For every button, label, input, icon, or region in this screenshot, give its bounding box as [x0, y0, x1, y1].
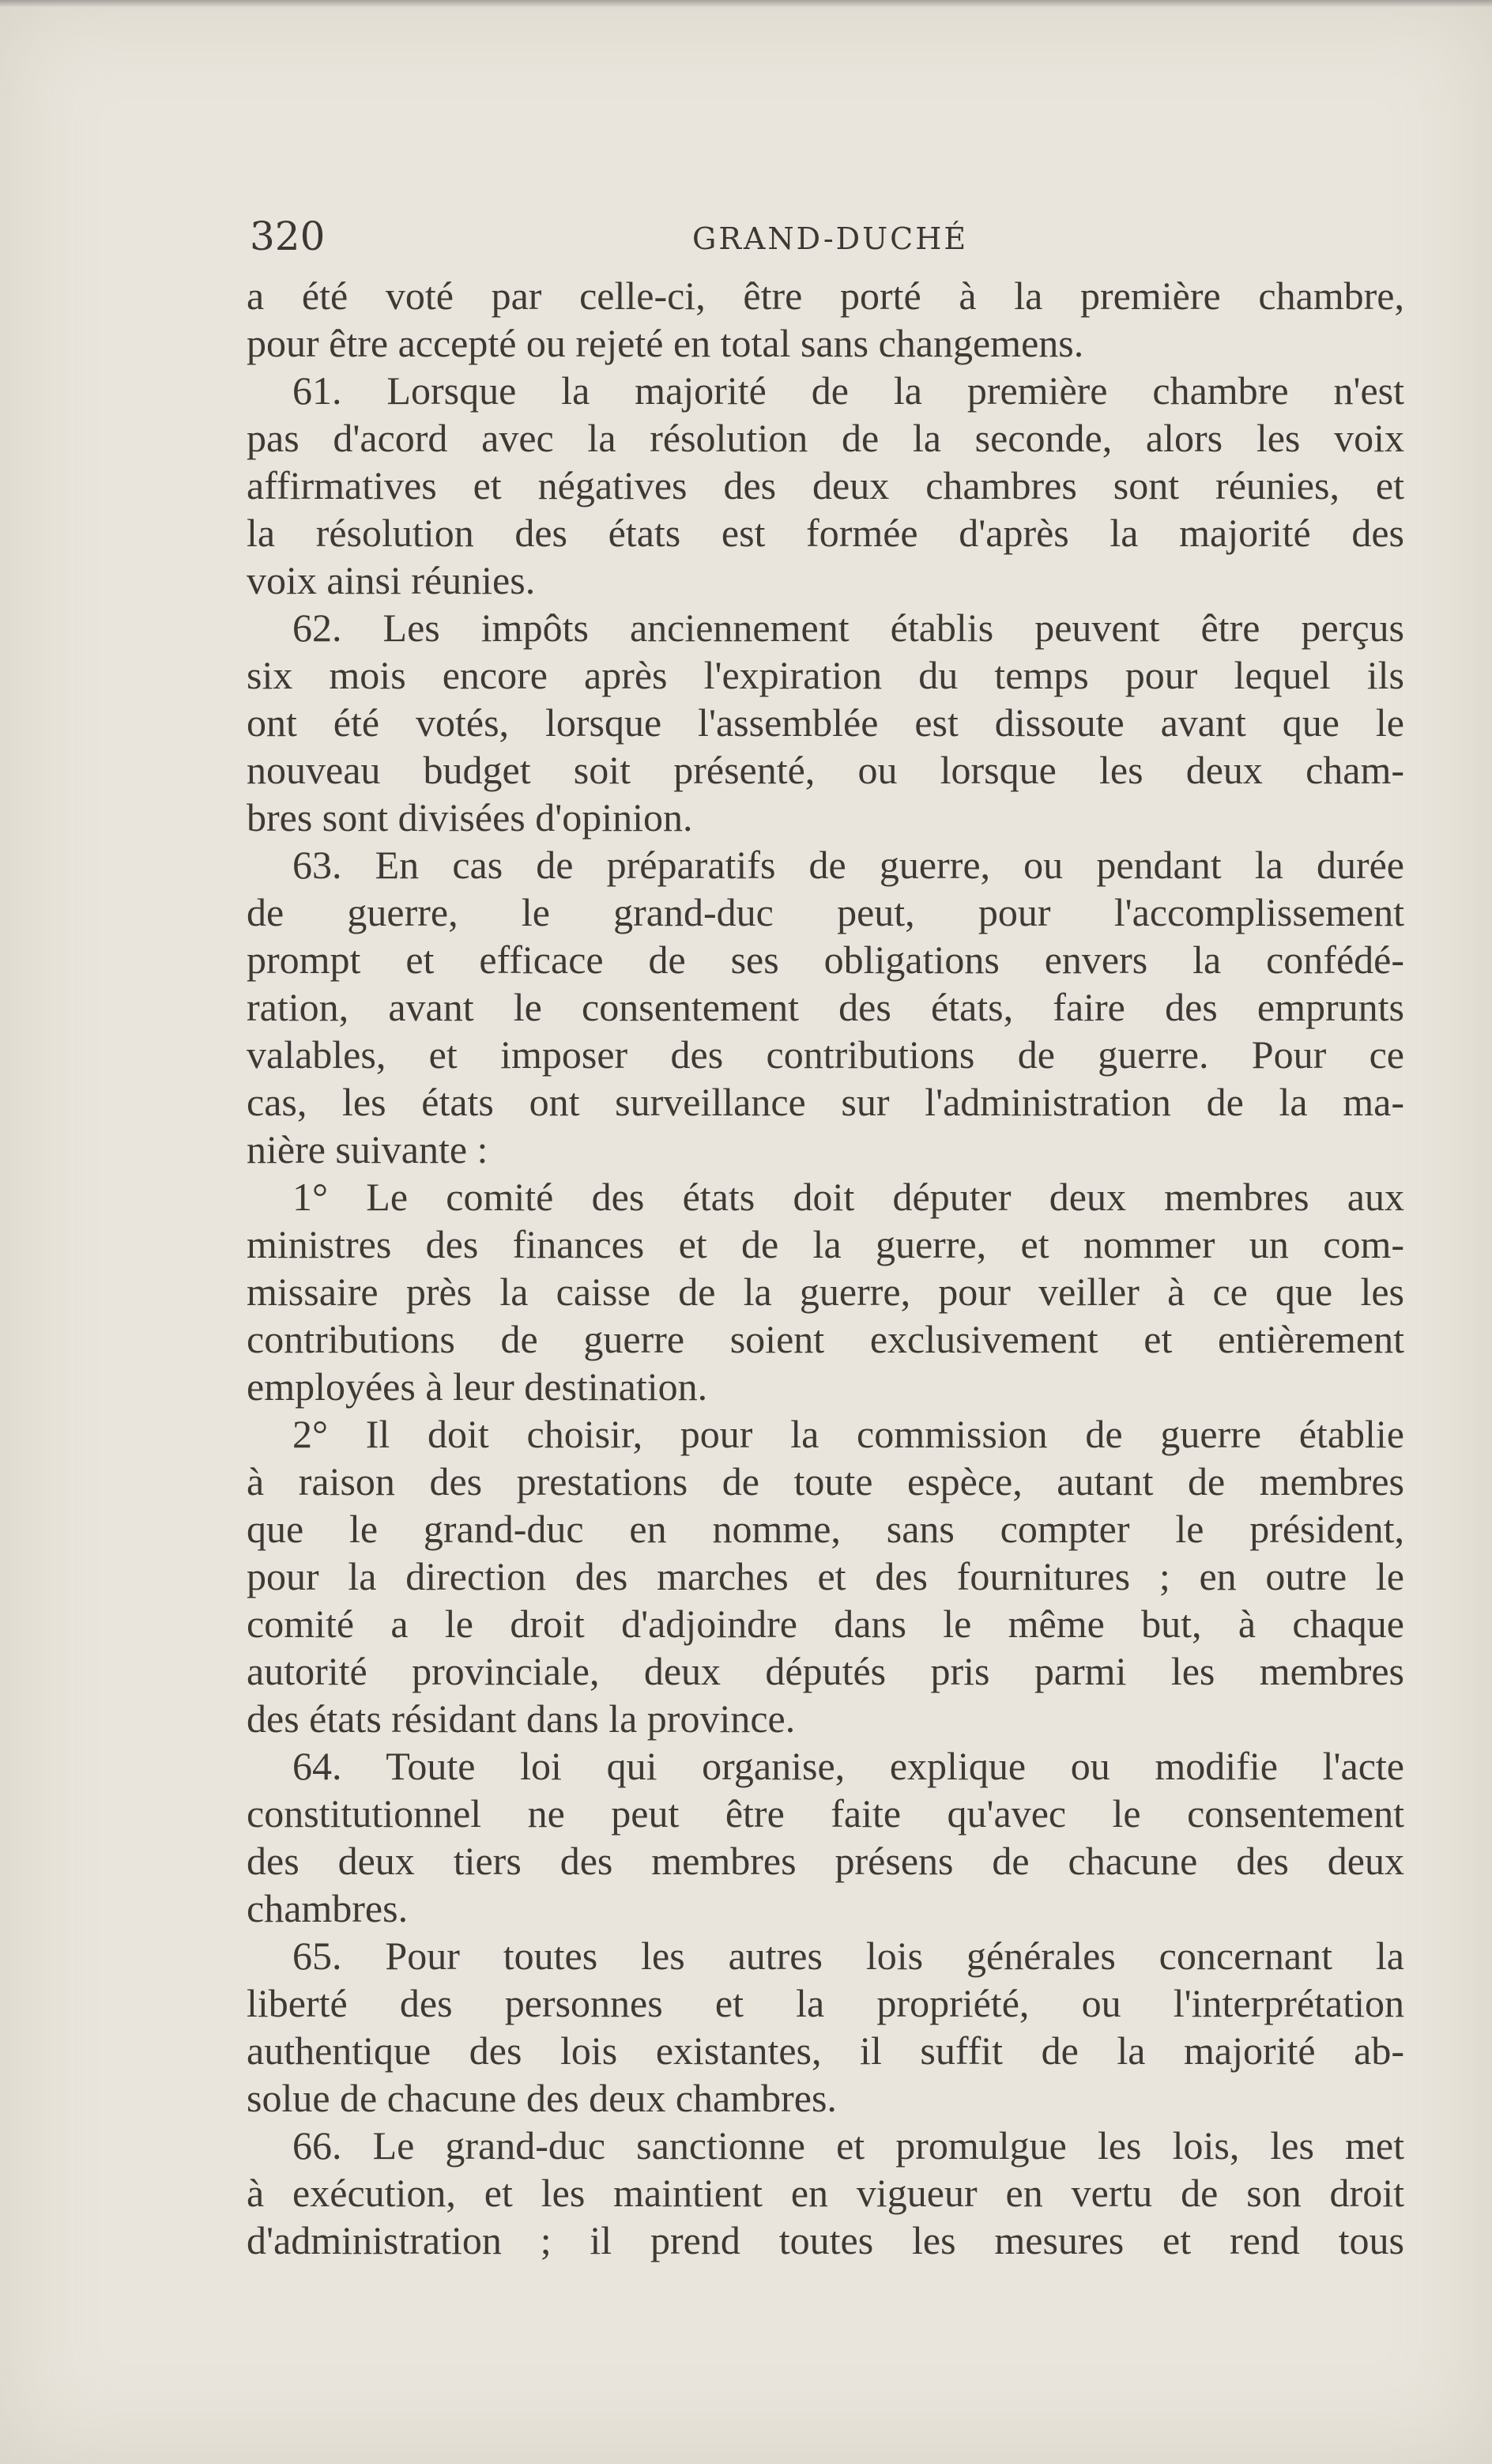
running-head: GRAND-DUCHÉ	[692, 221, 969, 256]
text-line: 64. Toute loi qui organise, explique ou modifie l'acte	[292, 1744, 1404, 1788]
body-text	[247, 272, 1404, 2264]
text-line: autorité provinciale, deux députés pris parmi les membres	[247, 1649, 1404, 1693]
text-line: missaire près la caisse de la guerre, pour veiller à ce que les	[247, 1270, 1404, 1314]
text-line: 61. Lorsque la majorité de la première chambre n'est	[292, 368, 1404, 413]
text-line: 66. Le grand-duc sanctionne et promulgue les lois, les met	[292, 2123, 1404, 2168]
text-line: 1° Le comité des états doit députer deux membres aux	[292, 1175, 1404, 1219]
text-line: valables, et imposer des contributions de guerre. Pour ce	[247, 1032, 1404, 1077]
text-line: que le grand-duc en nomme, sans compter le président,	[247, 1507, 1404, 1551]
text-line: pour être accepté ou rejeté en total sans changemens.	[247, 321, 1084, 365]
text-line: ministres des finances et de la guerre, et nommer un com-	[247, 1222, 1404, 1266]
text-line: bres sont divisées d'opinion.	[247, 795, 693, 840]
text-line: des deux tiers des membres présens de chacune des deux	[247, 1839, 1404, 1883]
text-line: prompt et efficace de ses obligations envers la confédé-	[247, 938, 1404, 982]
text-line: 65. Pour toutes les autres lois générales concernant la	[292, 1934, 1404, 1978]
text-line: voix ainsi réunies.	[247, 558, 536, 602]
page-top-edge	[0, 0, 1492, 8]
page-header	[250, 213, 1403, 269]
text-line: affirmatives et négatives des deux chambres sont réunies, et	[247, 463, 1404, 508]
text-line: constitutionnel ne peut être faite qu'avec le consentement	[247, 1791, 1404, 1836]
page-number: 320	[250, 213, 326, 259]
text-line: pas d'acord avec la résolution de la seconde, alors les voix	[247, 416, 1404, 460]
text-line: ont été votés, lorsque l'assemblée est dissoute avant que le	[247, 700, 1404, 745]
text-line: 62. Les impôts anciennement établis peuvent être perçus	[292, 606, 1404, 650]
text-line: cas, les états ont surveillance sur l'administration de la ma-	[247, 1080, 1404, 1124]
text-line: authentique des lois existantes, il suffit de la majorité ab-	[247, 2028, 1404, 2073]
text-line: d'administration ; il prend toutes les mesures et rend tous	[247, 2218, 1404, 2262]
text-line: de guerre, le grand-duc peut, pour l'accomplissement	[247, 890, 1404, 934]
text-line: a été voté par celle-ci, être porté à la première chambre,	[247, 274, 1404, 318]
text-line: des états résidant dans la province.	[247, 1696, 796, 1741]
text-line: nière suivante :	[247, 1127, 488, 1172]
text-line: comité a le droit d'adjoindre dans le même but, à chaque	[247, 1602, 1404, 1646]
text-line: la résolution des états est formée d'après la majorité des	[247, 511, 1404, 555]
text-line: solue de chacune des deux chambres.	[247, 2076, 837, 2120]
text-line: nouveau budget soit présenté, ou lorsque les deux cham-	[247, 748, 1404, 792]
text-line: chambres.	[247, 1886, 409, 1930]
text-line: 2° Il doit choisir, pour la commission de guerre établie	[292, 1412, 1404, 1456]
text-line: liberté des personnes et la propriété, ou l'interprétation	[247, 1981, 1404, 2025]
text-line: pour la direction des marches et des fournitures ; en outre le	[247, 1554, 1404, 1598]
text-line: à raison des prestations de toute espèce, autant de membres	[247, 1459, 1404, 1504]
text-line: 63. En cas de préparatifs de guerre, ou pendant la durée	[292, 843, 1404, 887]
text-line: ration, avant le consentement des états, faire des emprunts	[247, 985, 1404, 1029]
text-line: à exécution, et les maintient en vigueur en vertu de son droit	[247, 2171, 1404, 2215]
text-line: employées à leur destination.	[247, 1364, 708, 1409]
text-line: contributions de guerre soient exclusivement et entièrement	[247, 1317, 1404, 1361]
text-line: six mois encore après l'expiration du temps pour lequel ils	[247, 653, 1404, 697]
